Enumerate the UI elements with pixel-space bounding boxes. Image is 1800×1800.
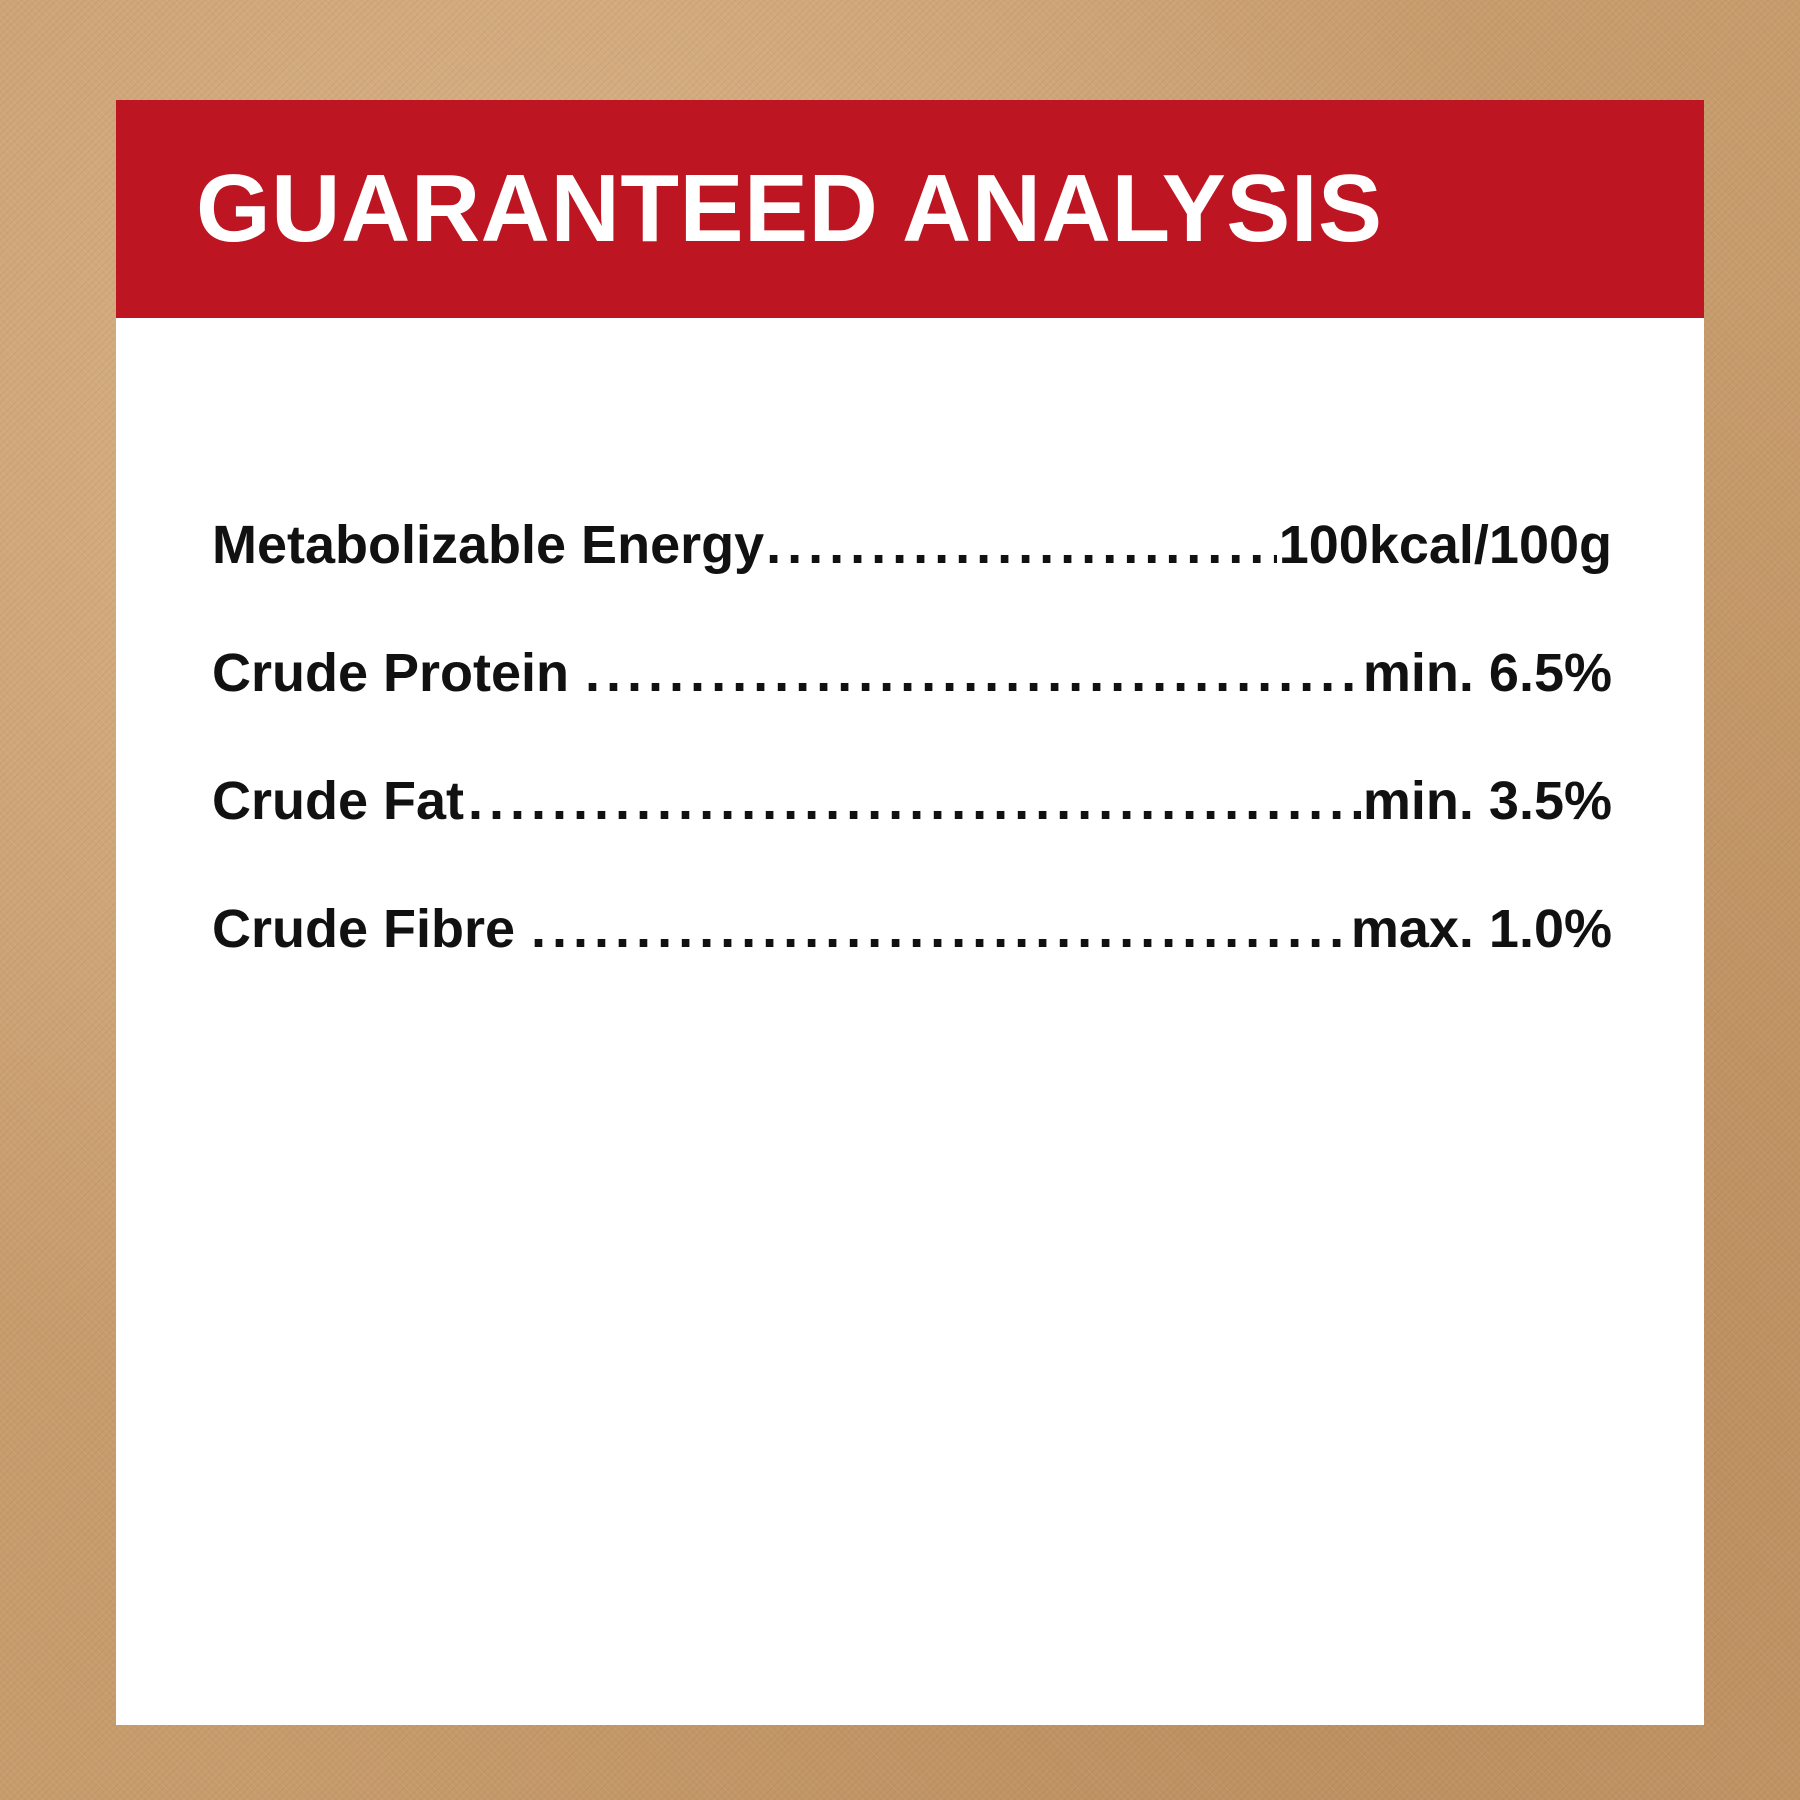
analysis-row-label: Crude Fibre: [212, 899, 516, 959]
card-header: [116, 100, 1704, 318]
dot-leader: [766, 518, 1277, 572]
analysis-row-value: 100kcal/100g: [1278, 515, 1612, 575]
analysis-row-label: Metabolizable Energy: [212, 515, 765, 575]
page-title: GUARANTEED ANALYSIS: [196, 155, 1383, 262]
analysis-row-label: Crude Protein: [212, 643, 570, 703]
analysis-row: [212, 898, 1612, 960]
analysis-row: [212, 770, 1612, 832]
analysis-row-value: min. 3.5%: [1362, 771, 1612, 831]
analysis-row-label: Crude Fat: [212, 771, 465, 831]
analysis-list: [212, 514, 1612, 960]
analysis-row: [212, 514, 1612, 576]
dot-leader: [468, 774, 1361, 828]
guaranteed-analysis-card: [116, 100, 1704, 1725]
analysis-row-value: max. 1.0%: [1350, 899, 1612, 959]
analysis-row: [212, 642, 1612, 704]
card-body: [116, 318, 1704, 960]
dot-leader: [585, 646, 1361, 700]
dot-leader: [531, 902, 1349, 956]
analysis-row-value: min. 6.5%: [1362, 643, 1612, 703]
